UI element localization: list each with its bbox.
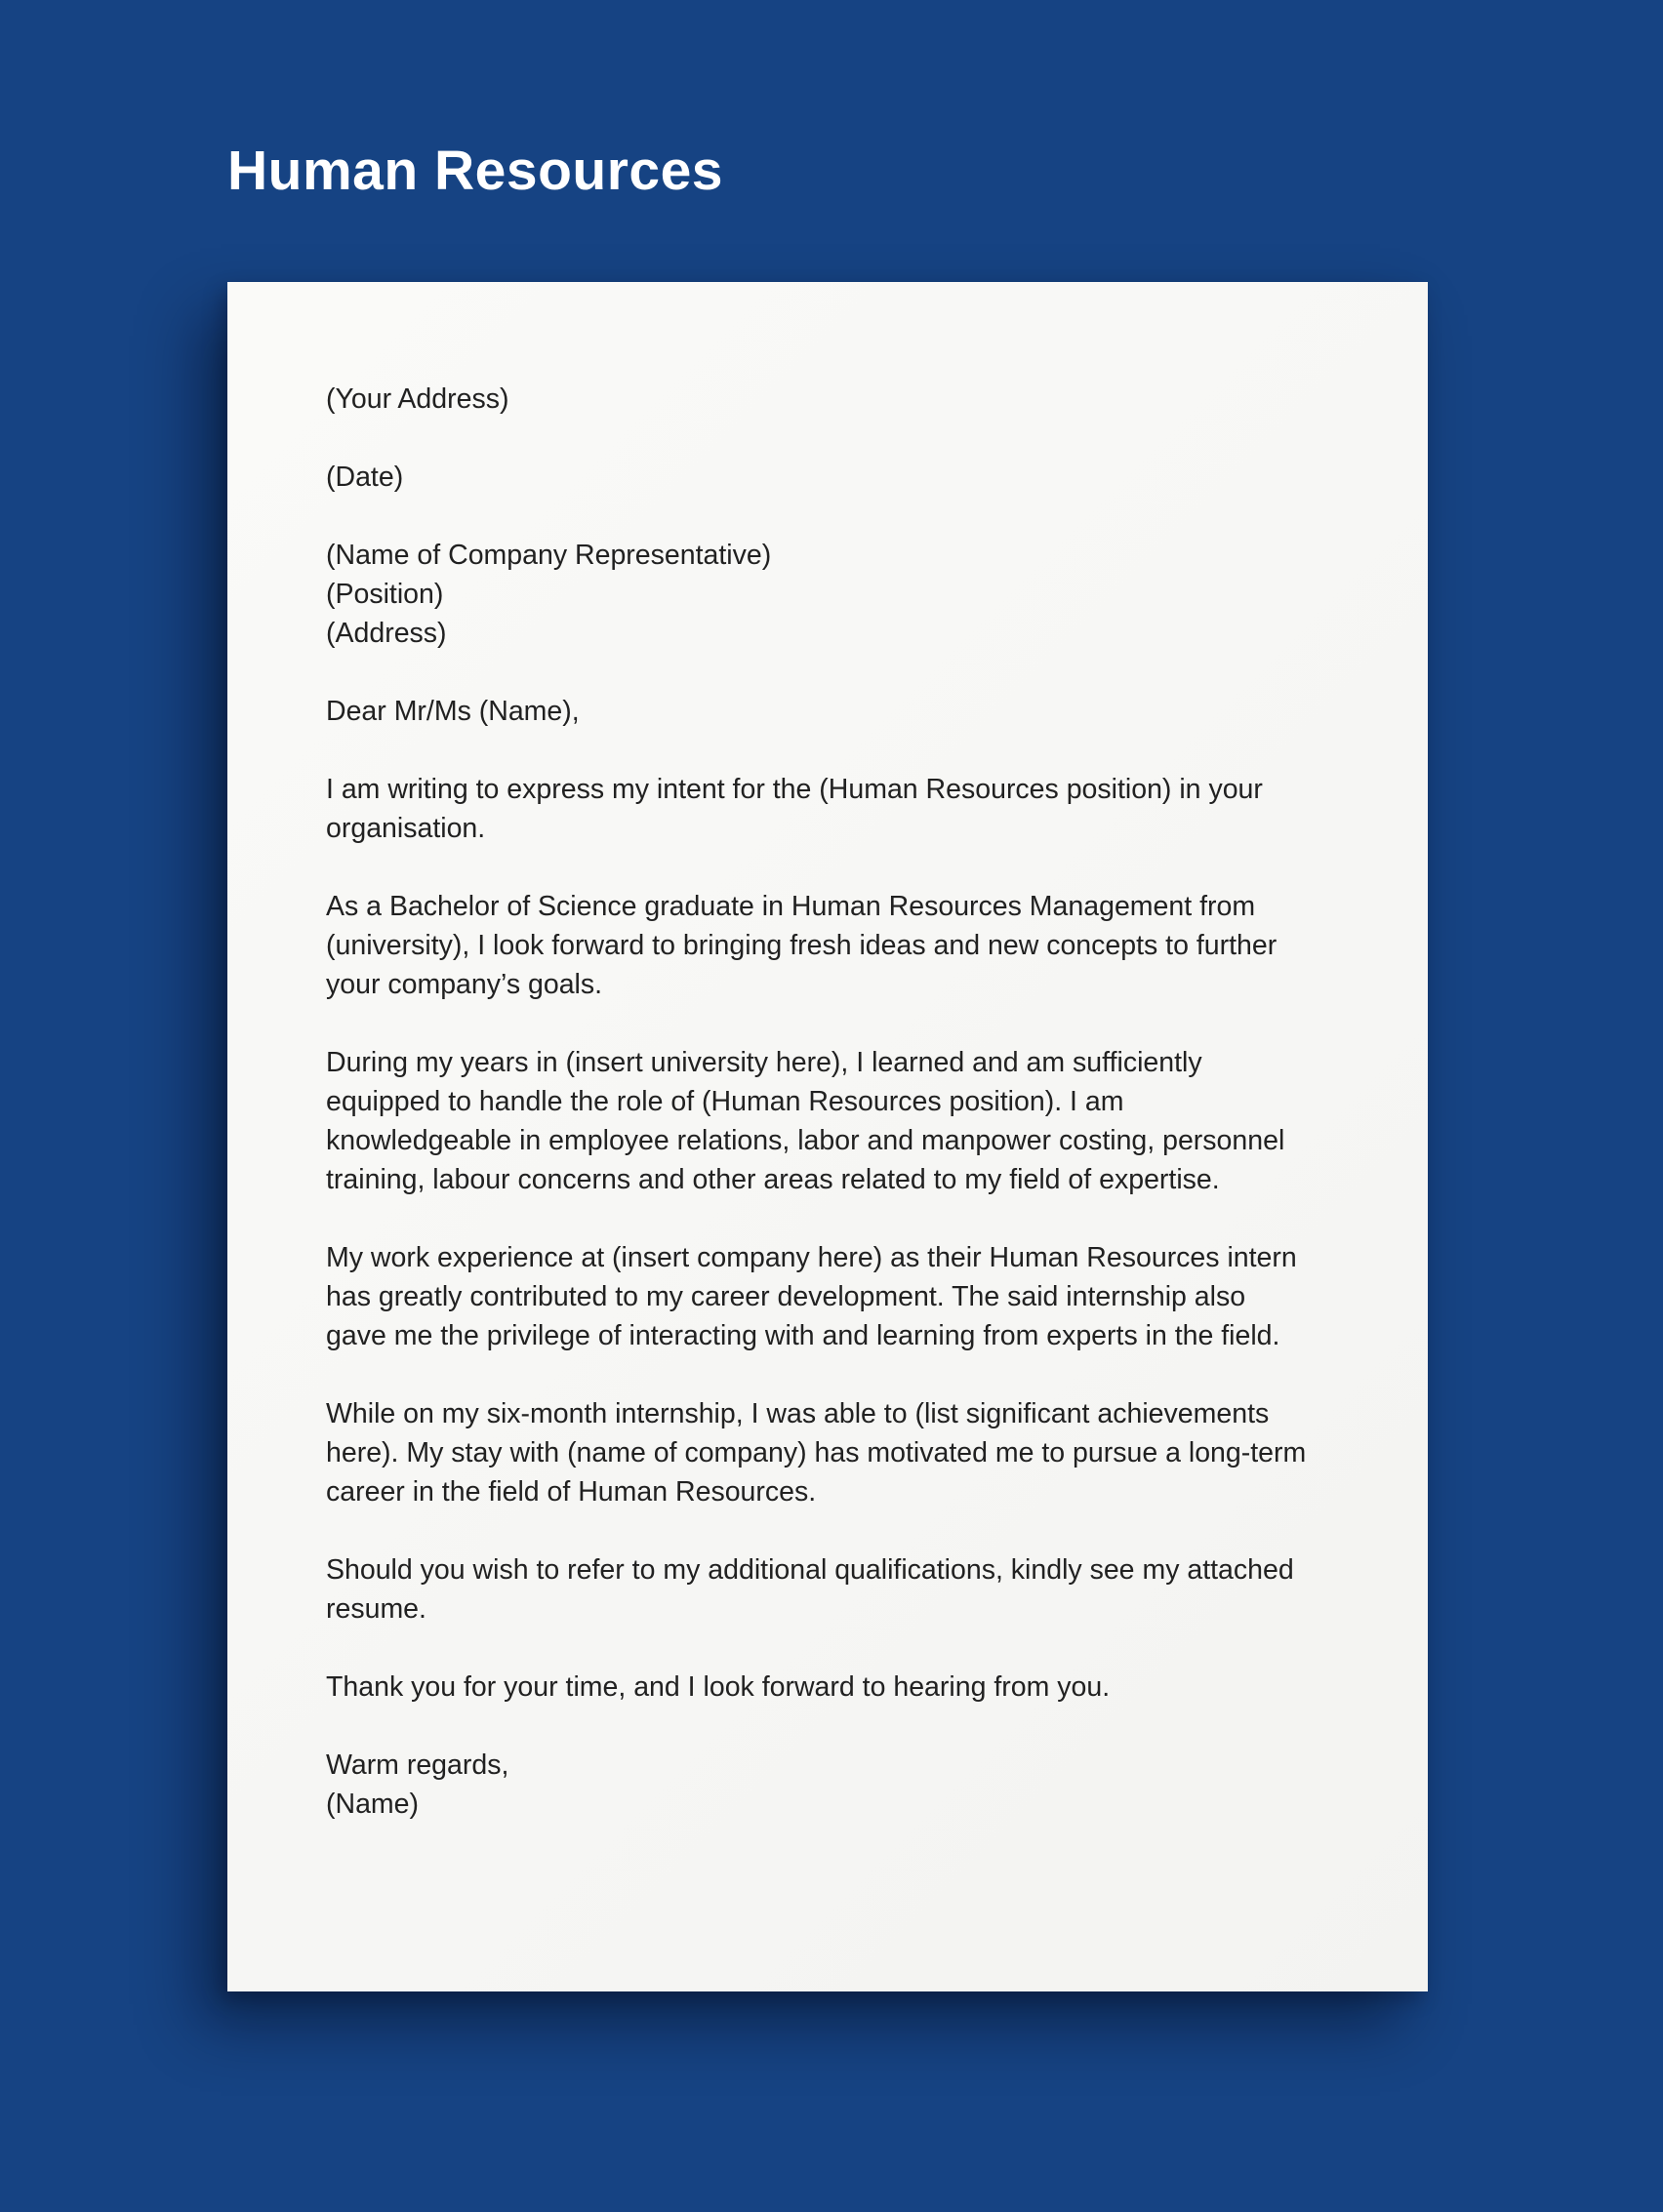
date-line: (Date) bbox=[326, 462, 404, 493]
signature: (Name) bbox=[326, 1789, 420, 1820]
letter-paragraph: As a Bachelor of Science graduate in Human Resources Management from (university), I look forward to bringing fresh ideas and new concepts to further your company’s goals. bbox=[326, 891, 1278, 1000]
letter-body bbox=[326, 380, 1311, 1824]
closing: Warm regards, bbox=[326, 1749, 509, 1781]
letter-paper bbox=[227, 282, 1428, 1991]
recipient-position-line: (Position) bbox=[326, 579, 444, 610]
salutation: Dear Mr/Ms (Name), bbox=[326, 696, 580, 727]
letter-paragraph: Should you wish to refer to my additional qualifications, kindly see my attached resume. bbox=[326, 1554, 1294, 1625]
letter-paragraph: During my years in (insert university here), I learned and am sufficiently equipped to handle the role of (Human Resources position). I am knowledgeable in employee relations, labor and manpower costing, personnel training, labour concerns and other areas related to my field of expertise. bbox=[326, 1047, 1285, 1195]
page-title: Human Resources bbox=[227, 140, 724, 202]
recipient-block bbox=[326, 536, 1311, 653]
sender-address-block bbox=[326, 380, 1311, 419]
letter-paragraph: My work experience at (insert company here) as their Human Resources intern has greatly contributed to my career development. The said internship also gave me the privilege of interacting with and learning from experts in the field. bbox=[326, 1242, 1297, 1351]
letter-paragraph: I am writing to express my intent for the (Human Resources position) in your organisation. bbox=[326, 774, 1263, 844]
letter-paragraph: Thank you for your time, and I look forward to hearing from you. bbox=[326, 1671, 1111, 1703]
date-block bbox=[326, 458, 1311, 497]
address-line: (Your Address) bbox=[326, 383, 509, 415]
letter-paragraph: While on my six-month internship, I was able to (list significant achievements here). My stay with (name of company) has motivated me to pursue a long-term career in the field of Human Resources. bbox=[326, 1398, 1307, 1508]
recipient-name-line: (Name of Company Representative) bbox=[326, 540, 772, 571]
closing-block bbox=[326, 1746, 1311, 1824]
recipient-address-line: (Address) bbox=[326, 618, 447, 649]
